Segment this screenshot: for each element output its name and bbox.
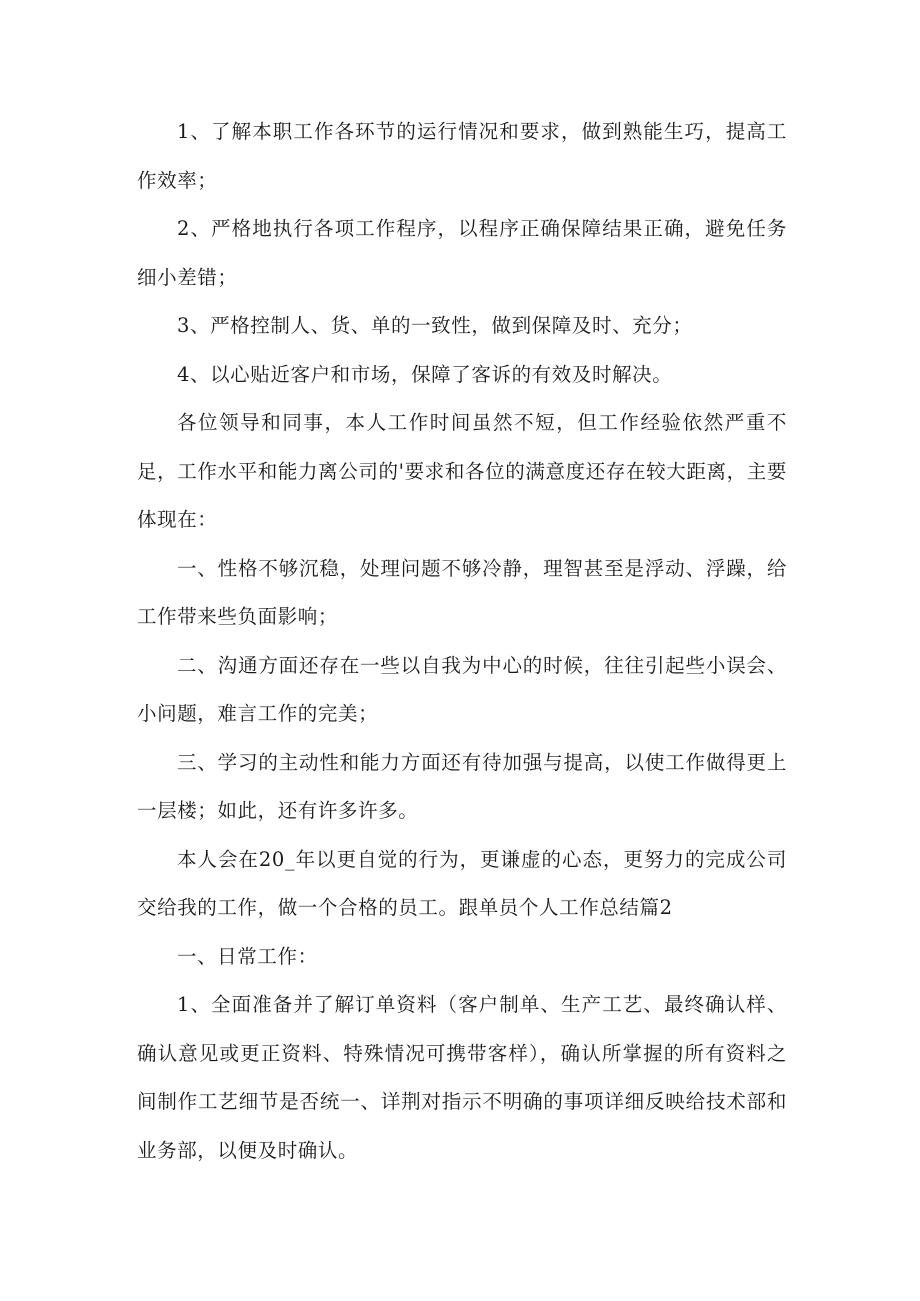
paragraph-3: 3、严格控制人、货、单的一致性，做到保障及时、充分； — [176, 314, 693, 337]
paragraph-6: 一、性格不够沉稳，处理问题不够冷静，理智甚至是浮动、浮躁，给工作带来些负面影响； — [137, 556, 787, 628]
section-heading-daily-work: 一、日常工作： — [176, 944, 318, 968]
paragraph-5: 各位领导和同事，本人工作时间虽然不短，但工作经验依然严重不足，工作水平和能力离公司的'要求和各位的满意度还存在较大距离，主要体现在： — [137, 411, 787, 531]
paragraph-4: 4、以心贴近客户和市场，保障了客诉的有效及时解决。 — [176, 362, 673, 386]
paragraph-2: 2、严格地执行各项工作程序，以程序正确保障结果正确，避免任务细小差错； — [137, 217, 787, 289]
paragraph-11: 1、全面准备并了解订单资料（客户制单、生产工艺、最终确认样、确认意见或更正资料、特殊情况可携带客样），确认所掌握的所有资料之间制作工艺细节是否统一、详荆对指示不明确的事项详细反映给技术部和业务部，以便及时确认。 — [137, 993, 787, 1162]
paragraph-9: 本人会在20_年以更自觉的行为，更谦虚的心态，更努力的完成公司交给我的工作，做一个合格的员工。跟单员个人工作总结篇2 — [137, 847, 787, 919]
paragraph-1: 1、了解本职工作各环节的运行情况和要求，做到熟能生巧，提高工作效率； — [137, 120, 787, 192]
document-body — [137, 108, 787, 1175]
paragraph-8: 三、学习的主动性和能力方面还有待加强与提高，以使工作做得更上一层楼；如此，还有许多许多。 — [137, 750, 787, 822]
paragraph-7: 二、沟通方面还存在一些以自我为中心的时候，往往引起些小误会、小问题，难言工作的完美； — [137, 653, 787, 725]
